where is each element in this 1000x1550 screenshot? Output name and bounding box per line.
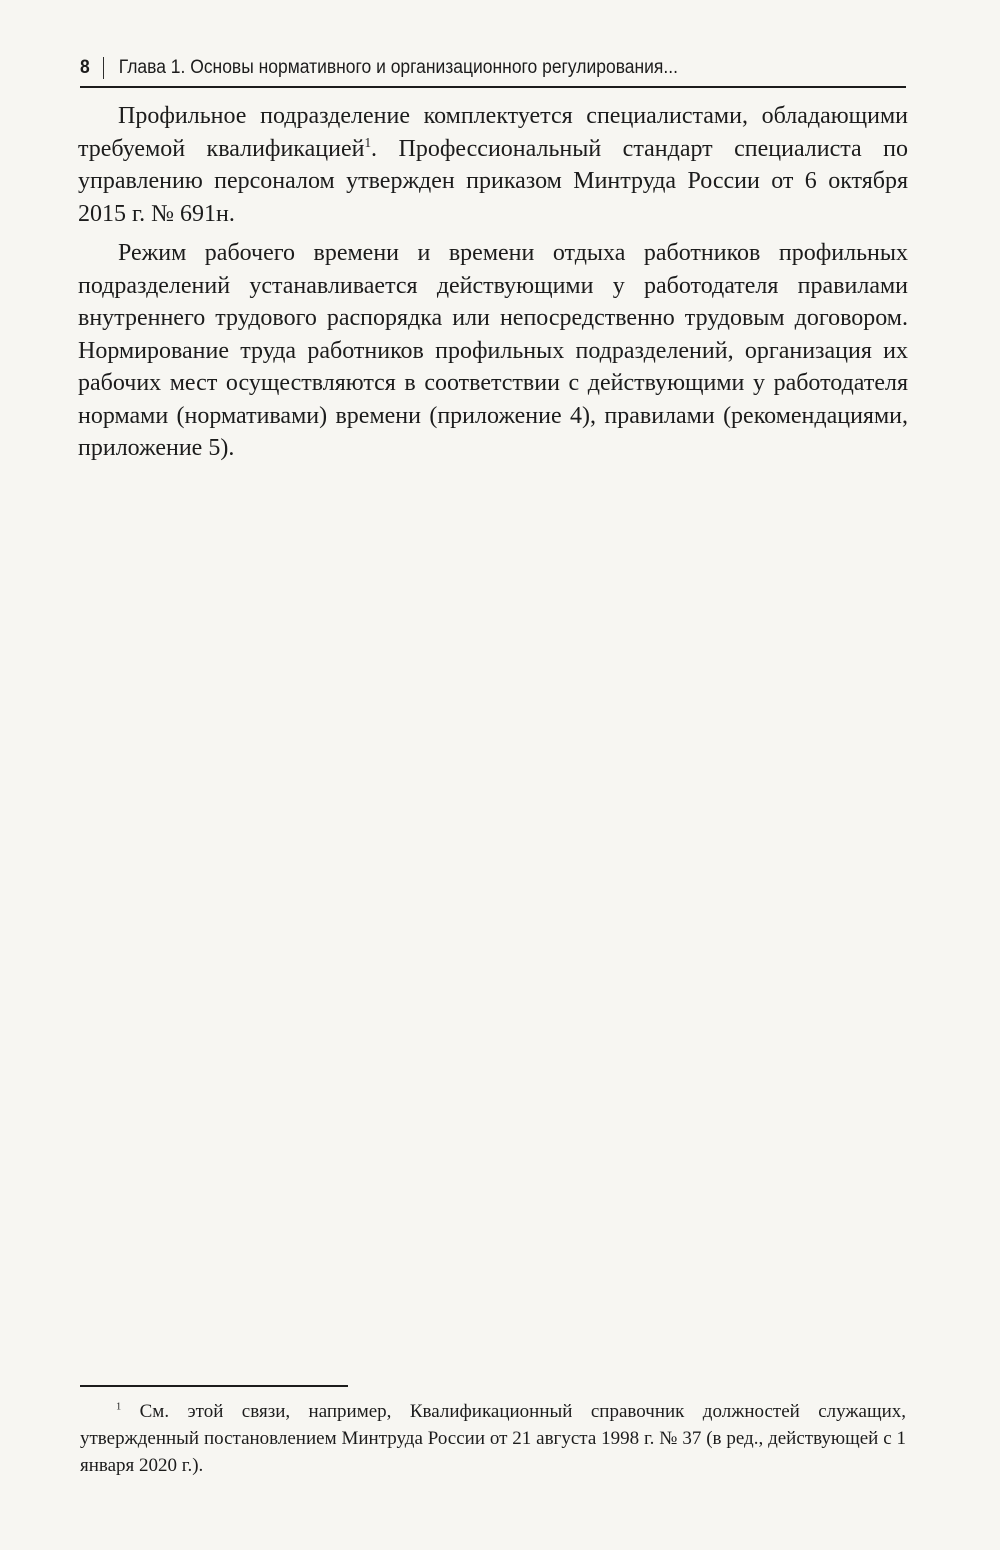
footnote-1-text: См. этой связи, например, Квалификационный справочник должностей служащих, утвержденный постановлением Минтруда России от 21 августа 1998 г. № 37 (в ред., действующей с 1 января 2020 г.). bbox=[80, 1401, 906, 1476]
footnote-ref-1: 1 bbox=[364, 134, 372, 150]
paragraph-1-text-b: . Профессиональный стандарт специалиста по управлению персоналом утвержден приказом Минтруда России от 6 октября 2015 г. № 691н. bbox=[78, 135, 909, 227]
footnote-rule bbox=[80, 1385, 348, 1387]
header-rule bbox=[80, 86, 906, 88]
paragraph-2: Режим рабочего времени и времени отдыха работников профильных подразделений устанавливается действующими у работодателя правилами внутреннего трудового распорядка или непосредственно трудовым договором. Нормирование труда работников профильных подразделений, организация их рабочих мест осуществляются в соответствии с действующими у работодателя нормами (нормативами) времени (приложение 4), правилами (рекомендациями, приложение 5). bbox=[78, 240, 908, 461]
main-text bbox=[78, 100, 908, 472]
running-header bbox=[80, 50, 840, 86]
footnotes bbox=[80, 1398, 906, 1479]
header-separator bbox=[103, 57, 104, 79]
paragraph-1 bbox=[78, 100, 908, 230]
chapter-title: Глава 1. Основы нормативного и организационного регулирования... bbox=[118, 57, 678, 78]
footnote-1 bbox=[80, 1398, 906, 1479]
paragraph-1-text-a: Профильное подразделение комплектуется специалистами, обладающими требуемой квалификацией bbox=[78, 103, 908, 162]
page-number: 8 bbox=[80, 57, 90, 78]
footnote-marker-1: 1 bbox=[116, 1401, 122, 1413]
